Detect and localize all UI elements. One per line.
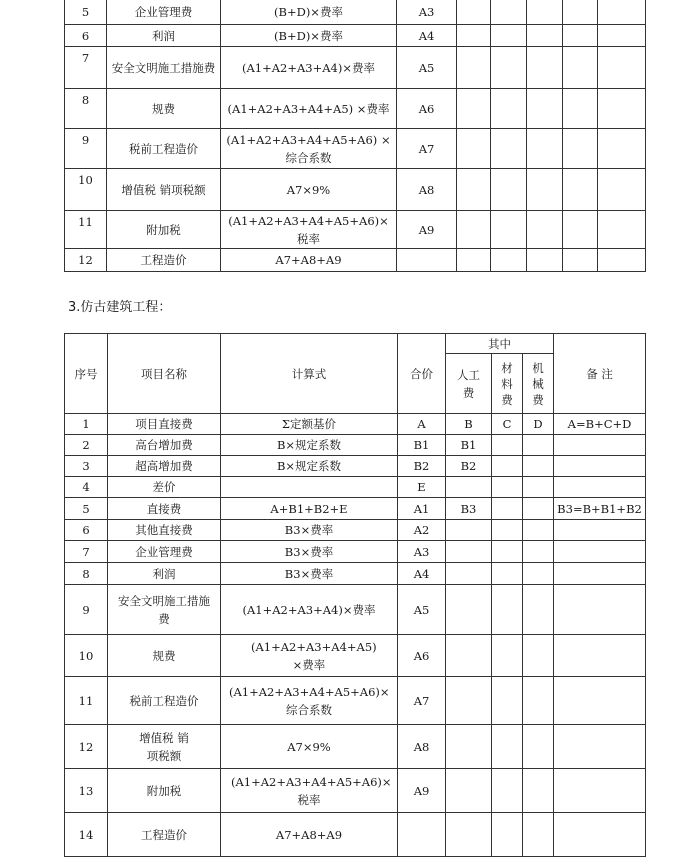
- row-number: 6: [65, 520, 108, 541]
- code: A9: [397, 211, 457, 249]
- row-number: 13: [65, 769, 108, 813]
- material-cell: [492, 635, 523, 677]
- table-row: [65, 0, 646, 25]
- remark-cell: [554, 813, 646, 857]
- row-number: 11: [65, 677, 108, 725]
- row-number: 12: [65, 249, 107, 272]
- material-cell: [492, 477, 523, 498]
- row-number: 4: [65, 477, 108, 498]
- row-number: 3: [65, 456, 108, 477]
- formula: (A1+A2+A3+A4+A5) ×费率: [221, 635, 398, 677]
- labor-cell: [446, 541, 492, 563]
- item-name: 税前工程造价: [108, 677, 221, 725]
- remark-cell: [554, 435, 646, 456]
- code: A: [398, 414, 446, 435]
- formula: [221, 477, 398, 498]
- material-cell: [492, 769, 523, 813]
- labor-cell: B1: [446, 435, 492, 456]
- labor-cell: [446, 563, 492, 585]
- remark-cell: [554, 585, 646, 635]
- code: B1: [398, 435, 446, 456]
- table-row: [65, 477, 646, 498]
- item-name: 直接费: [108, 498, 221, 520]
- formula: B×规定系数: [221, 435, 398, 456]
- row-number: 5: [65, 498, 108, 520]
- table-row: [65, 520, 646, 541]
- material-cell: [492, 813, 523, 857]
- code: A3: [398, 541, 446, 563]
- header-item-name: 项目名称: [108, 334, 221, 414]
- row-number: 9: [65, 129, 107, 169]
- header-total: 合价: [398, 334, 446, 414]
- header-machine: 机械费: [523, 354, 554, 414]
- code: A8: [398, 725, 446, 769]
- header-labor: 人工费: [446, 354, 492, 414]
- header-of-which: 其中: [446, 334, 554, 354]
- formula: (B+D)×费率: [221, 25, 397, 47]
- table-row: [65, 129, 646, 169]
- header-number: 序号: [65, 334, 108, 414]
- formula: (A1+A2+A3+A4+A5+A6)×税率: [221, 769, 398, 813]
- row-number: 1: [65, 414, 108, 435]
- formula: (A1+A2+A3+A4+A5+A6) ×综合系数: [221, 129, 397, 169]
- table-row: [65, 813, 646, 857]
- formula: A7×9%: [221, 725, 398, 769]
- labor-cell: [446, 769, 492, 813]
- remark-cell: B3=B+B1+B2: [554, 498, 646, 520]
- item-name: 利润: [107, 25, 221, 47]
- material-cell: [492, 520, 523, 541]
- section-heading: 3.仿古建筑工程：: [68, 300, 172, 315]
- machine-cell: [523, 813, 554, 857]
- table-row: [65, 725, 646, 769]
- labor-cell: B3: [446, 498, 492, 520]
- row-number: 7: [65, 47, 107, 89]
- item-name: 增值税 销项税额: [108, 725, 221, 769]
- remark-cell: [554, 541, 646, 563]
- item-name: 增值税 销项税额: [107, 169, 221, 211]
- machine-cell: [523, 541, 554, 563]
- remark-cell: [554, 520, 646, 541]
- code: A7: [397, 129, 457, 169]
- table-row: [65, 585, 646, 635]
- item-name: 企业管理费: [107, 0, 221, 25]
- material-cell: [492, 435, 523, 456]
- material-cell: [492, 498, 523, 520]
- table-row: [65, 211, 646, 249]
- code: A6: [397, 89, 457, 129]
- item-name: 项目直接费: [108, 414, 221, 435]
- remark-cell: [554, 769, 646, 813]
- table-row: [65, 541, 646, 563]
- code: A2: [398, 520, 446, 541]
- code: A5: [398, 585, 446, 635]
- code: [397, 249, 457, 272]
- table-row: [65, 456, 646, 477]
- ancient-building-cost-table: [64, 333, 646, 857]
- machine-cell: D: [523, 414, 554, 435]
- code: A4: [398, 563, 446, 585]
- formula: B3×费率: [221, 520, 398, 541]
- machine-cell: [523, 456, 554, 477]
- row-number: 6: [65, 25, 107, 47]
- table-row: [65, 769, 646, 813]
- table-row: [65, 414, 646, 435]
- formula: B3×费率: [221, 563, 398, 585]
- machine-cell: [523, 677, 554, 725]
- formula: Σ定额基价: [221, 414, 398, 435]
- row-number: 9: [65, 585, 108, 635]
- row-number: 2: [65, 435, 108, 456]
- labor-cell: [446, 585, 492, 635]
- table-row: [65, 47, 646, 89]
- code: B2: [398, 456, 446, 477]
- code: E: [398, 477, 446, 498]
- formula: A7+A8+A9: [221, 813, 398, 857]
- table-row: [65, 677, 646, 725]
- item-name: 高台增加费: [108, 435, 221, 456]
- code: A8: [397, 169, 457, 211]
- labor-cell: [446, 520, 492, 541]
- table-row: [65, 169, 646, 211]
- item-name: 工程造价: [108, 813, 221, 857]
- machine-cell: [523, 769, 554, 813]
- formula: (A1+A2+A3+A4)×费率: [221, 585, 398, 635]
- row-number: 12: [65, 725, 108, 769]
- item-name: 工程造价: [107, 249, 221, 272]
- formula: A7+A8+A9: [221, 249, 397, 272]
- machine-cell: [523, 435, 554, 456]
- item-name: 安全文明施工措施费: [107, 47, 221, 89]
- code: A7: [398, 677, 446, 725]
- code: A3: [397, 0, 457, 25]
- code: A1: [398, 498, 446, 520]
- header-formula: 计算式: [221, 334, 398, 414]
- labor-cell: [446, 813, 492, 857]
- item-name: 超高增加费: [108, 456, 221, 477]
- item-name: 其他直接费: [108, 520, 221, 541]
- machine-cell: [523, 520, 554, 541]
- formula: (B+D)×费率: [221, 0, 397, 25]
- row-number: 7: [65, 541, 108, 563]
- machine-cell: [523, 635, 554, 677]
- table-row: [65, 249, 646, 272]
- machine-cell: [523, 498, 554, 520]
- material-cell: [492, 585, 523, 635]
- material-cell: [492, 725, 523, 769]
- table-row: [65, 89, 646, 129]
- header-remark: 备 注: [554, 334, 646, 414]
- labor-cell: [446, 477, 492, 498]
- formula: (A1+A2+A3+A4+A5) ×费率: [221, 89, 397, 129]
- machine-cell: [523, 563, 554, 585]
- item-name: 安全文明施工措施费: [108, 585, 221, 635]
- row-number: 10: [65, 169, 107, 211]
- item-name: 规费: [107, 89, 221, 129]
- code: A5: [397, 47, 457, 89]
- item-name: 税前工程造价: [107, 129, 221, 169]
- formula: A+B1+B2+E: [221, 498, 398, 520]
- material-cell: [492, 677, 523, 725]
- row-number: 11: [65, 211, 107, 249]
- item-name: 规费: [108, 635, 221, 677]
- item-name: 企业管理费: [108, 541, 221, 563]
- table-row: [65, 635, 646, 677]
- row-number: 8: [65, 563, 108, 585]
- labor-cell: [446, 635, 492, 677]
- row-number: 5: [65, 0, 107, 25]
- formula: B×规定系数: [221, 456, 398, 477]
- remark-cell: [554, 635, 646, 677]
- labor-cell: B2: [446, 456, 492, 477]
- labor-cell: [446, 677, 492, 725]
- row-number: 8: [65, 89, 107, 129]
- formula: (A1+A2+A3+A4+A5+A6)×综合系数: [221, 677, 398, 725]
- table-row: [65, 498, 646, 520]
- code: A4: [397, 25, 457, 47]
- table-row: [65, 563, 646, 585]
- item-name: 附加税: [107, 211, 221, 249]
- row-number: 14: [65, 813, 108, 857]
- code: A9: [398, 769, 446, 813]
- material-cell: [492, 456, 523, 477]
- labor-cell: [446, 725, 492, 769]
- formula: (A1+A2+A3+A4+A5+A6)×税率: [221, 211, 397, 249]
- machine-cell: [523, 725, 554, 769]
- code: [398, 813, 446, 857]
- material-cell: [492, 563, 523, 585]
- formula: B3×费率: [221, 541, 398, 563]
- remark-cell: [554, 725, 646, 769]
- formula: (A1+A2+A3+A4)×费率: [221, 47, 397, 89]
- material-cell: C: [492, 414, 523, 435]
- machine-cell: [523, 477, 554, 498]
- cost-table-continued: [64, 0, 646, 272]
- remark-cell: [554, 677, 646, 725]
- row-number: 10: [65, 635, 108, 677]
- header-material: 材料费: [492, 354, 523, 414]
- remark-cell: [554, 563, 646, 585]
- remark-cell: [554, 477, 646, 498]
- table-row: [65, 435, 646, 456]
- table-row: [65, 25, 646, 47]
- remark-cell: A=B+C+D: [554, 414, 646, 435]
- item-name: 利润: [108, 563, 221, 585]
- material-cell: [492, 541, 523, 563]
- item-name: 附加税: [108, 769, 221, 813]
- code: A6: [398, 635, 446, 677]
- remark-cell: [554, 456, 646, 477]
- labor-cell: B: [446, 414, 492, 435]
- machine-cell: [523, 585, 554, 635]
- formula: A7×9%: [221, 169, 397, 211]
- item-name: 差价: [108, 477, 221, 498]
